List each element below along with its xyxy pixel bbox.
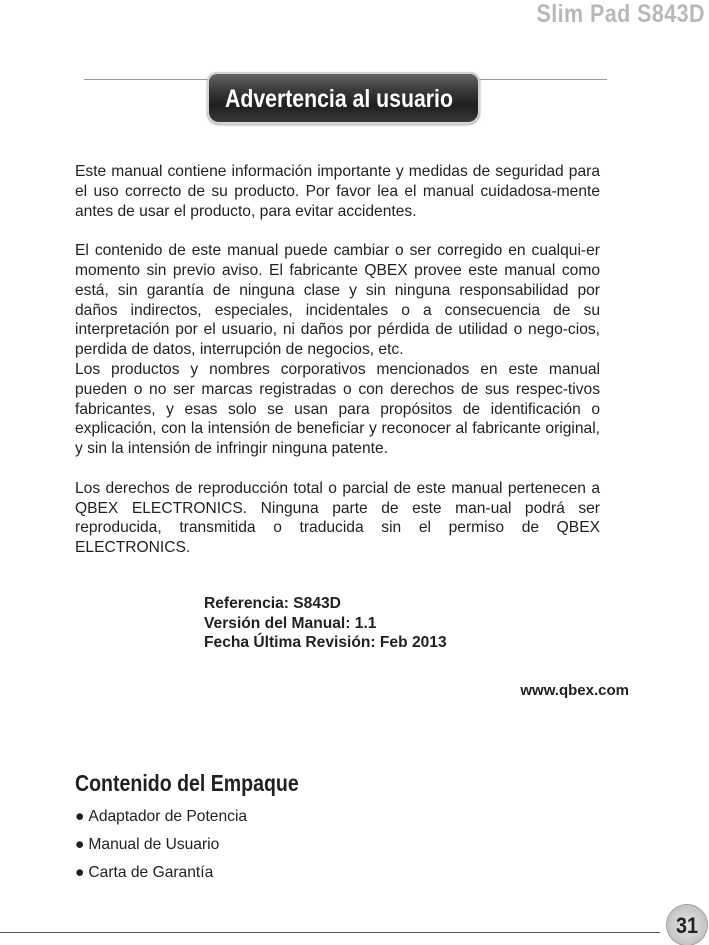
paragraph-safety: Este manual contiene información importante y medidas de seguridad para el uso correcto de su producto. Por favor lea el manual cuidadosa-mente antes de usar el producto, para evitar accidentes.	[75, 163, 600, 220]
reference-block	[204, 594, 447, 653]
paragraph-trademarks: Los productos y nombres corporativos mencionados en este manual pueden o no ser marcas registradas o con derechos de sus respec-tivos fabricantes, y esas solo se usan para propósitos de identificación o explicación, con la intensión de beneficiar y reconocer al fabricante original, y sin la intensión de infringir ninguna patente.	[75, 360, 600, 458]
footer-divider	[0, 932, 660, 933]
list-item-label: Carta de Garantía	[88, 864, 214, 881]
website-link[interactable]: www.qbex.com	[520, 682, 629, 699]
list-item-label: Manual de Usuario	[88, 836, 220, 853]
warning-body	[75, 162, 600, 558]
bullet-icon: ●	[75, 864, 85, 881]
page-number-badge	[667, 905, 707, 945]
list-item	[75, 835, 247, 863]
product-title: Slim Pad S843D	[536, 0, 705, 28]
list-item-label: Adaptador de Potencia	[88, 808, 248, 825]
paragraph-copyright: Los derechos de reproducción total o parcial de este manual pertenecen a QBEX ELECTRONICS. Ninguna parte de este man-ual podrá ser reproducida, transmitida o traducida sin el permiso de QBEX ELECTRONICS.	[75, 479, 600, 557]
reference-model: Referencia: S843D	[204, 595, 341, 612]
section-tab-label: Advertencia al usuario	[225, 85, 453, 113]
package-contents-heading: Contenido del Empaque	[75, 770, 299, 796]
list-item	[75, 807, 247, 835]
paragraph-disclaimer: El contenido de este manual puede cambiar o ser corregido en cualqui-er momento sin previo aviso. El fabricante QBEX provee este manual como está, sin garantía de ninguna clase y sin ninguna responsabilidad por daños indirectos, especiales, incidentales o a consecuencia de su interpretación por el usuario, ni daños por pérdida de utilidad o nego-cios, perdida de datos, interrupción de negocios, etc.	[75, 242, 600, 359]
section-tab	[207, 72, 480, 124]
reference-manual-version: Versión del Manual: 1.1	[204, 614, 377, 632]
bullet-icon: ●	[75, 836, 85, 853]
page-number: 31	[675, 913, 699, 938]
bullet-icon: ●	[75, 808, 85, 825]
list-item	[75, 863, 247, 891]
package-contents-list	[75, 807, 247, 891]
reference-revision-date: Fecha Última Revisión: Feb 2013	[204, 634, 447, 651]
